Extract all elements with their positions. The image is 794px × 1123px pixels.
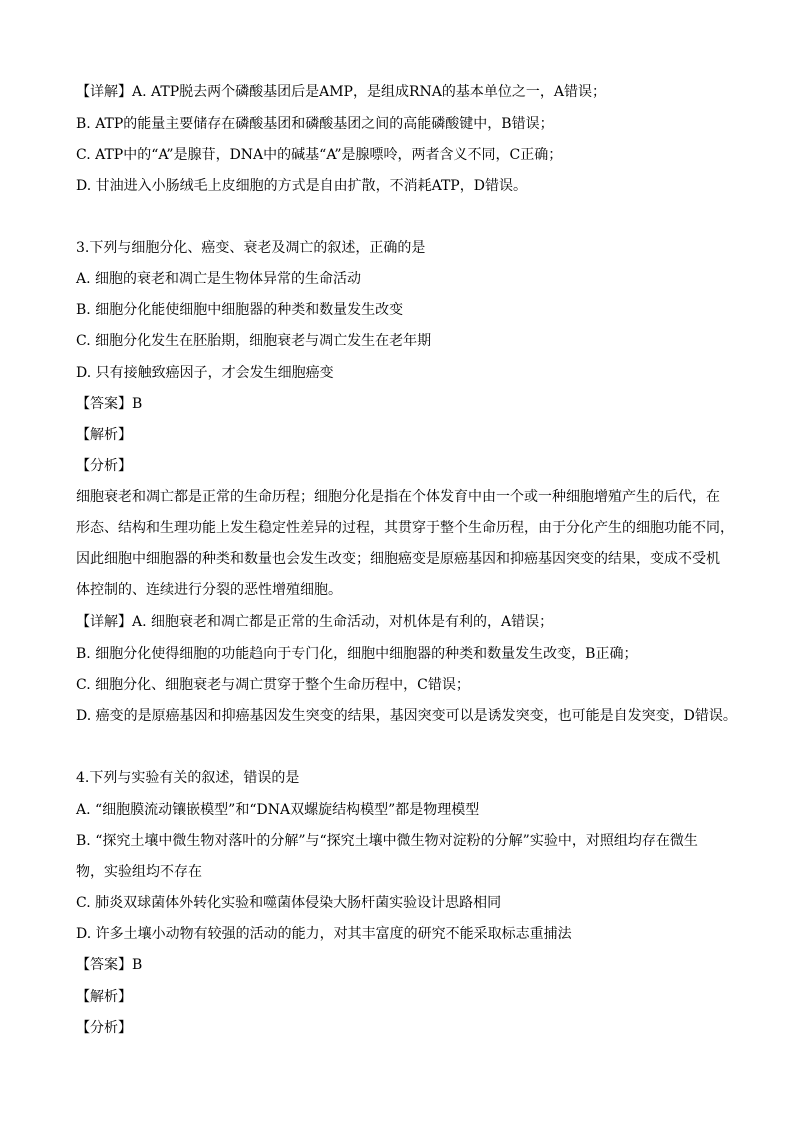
question-4-jiexi-heading: 【解析】 <box>76 989 132 1005</box>
question-3-analysis-line-1: 细胞衰老和凋亡都是正常的生命历程；细胞分化是指在个体发育中由一个或一种细胞增殖产生的后代，在 <box>76 489 720 505</box>
detail-a-prev: 【详解】A. ATP脱去两个磷酸基团后是AMP，是组成RNA的基本单位之一，A错误； <box>76 84 606 100</box>
detail-b-prev: B. ATP的能量主要储存在磷酸基团和磷酸基团之间的高能磷酸键中，B错误； <box>76 116 554 132</box>
question-3-detail-d: D. 癌变的是原癌基因和抑癌基因发生突变的结果，基因突变可以是诱发突变，也可能是自发突变，D错误。 <box>76 708 737 724</box>
question-4-option-a: A. “细胞膜流动镶嵌模型”和“DNA双螺旋结构模型”都是物理模型 <box>76 802 480 818</box>
question-4-option-b-line-1: B. “探究土壤中微生物对落叶的分解”与“探究土壤中微生物对淀粉的分解”实验中，对照组均存在微生 <box>76 833 698 849</box>
question-3-answer: 【答案】B <box>76 396 143 412</box>
question-3-stem: 3.下列与细胞分化、癌变、衰老及凋亡的叙述，正确的是 <box>76 240 426 256</box>
question-3-analysis-line-4: 体控制的、连续进行分裂的恶性增殖细胞。 <box>76 582 342 598</box>
question-3-option-a: A. 细胞的衰老和凋亡是生物体异常的生命活动 <box>76 271 362 287</box>
question-3-option-d: D. 只有接触致癌因子，才会发生细胞癌变 <box>76 365 334 381</box>
question-4-fenxi-heading: 【分析】 <box>76 1020 132 1036</box>
question-4-answer: 【答案】B <box>76 957 143 973</box>
question-3-fenxi-heading: 【分析】 <box>76 458 132 474</box>
question-3-detail-b: B. 细胞分化使得细胞的功能趋向于专门化，细胞中细胞器的种类和数量发生改变，B正确； <box>76 646 638 662</box>
question-4-option-d: D. 许多土壤小动物有较强的活动的能力，对其丰富度的研究不能采取标志重捕法 <box>76 926 572 942</box>
question-4-option-c: C. 肺炎双球菌体外转化实验和噬菌体侵染大肠杆菌实验设计思路相同 <box>76 895 502 911</box>
question-3-detail-a: 【详解】A. 细胞衰老和凋亡都是正常的生命活动，对机体是有利的，A错误； <box>76 614 554 630</box>
question-3-option-c: C. 细胞分化发生在胚胎期，细胞衰老与凋亡发生在老年期 <box>76 333 432 349</box>
question-4-option-b-line-2: 物，实验组均不存在 <box>76 864 202 880</box>
question-3-detail-c: C. 细胞分化、细胞衰老与凋亡贯穿于整个生命历程中，C错误； <box>76 677 470 693</box>
detail-c-prev: C. ATP中的“A”是腺苷，DNA中的碱基“A”是腺嘌呤，两者含义不同，C正确； <box>76 147 563 163</box>
question-3-option-b: B. 细胞分化能使细胞中细胞器的种类和数量发生改变 <box>76 302 404 318</box>
detail-d-prev: D. 甘油进入小肠绒毛上皮细胞的方式是自由扩散，不消耗ATP，D错误。 <box>76 178 527 194</box>
question-4-stem: 4.下列与实验有关的叙述，错误的是 <box>76 770 300 786</box>
question-3-analysis-line-3: 因此细胞中细胞器的种类和数量也会发生改变；细胞癌变是原癌基因和抑癌基因突变的结果，变成不受机 <box>76 551 720 567</box>
question-3-analysis-line-2: 形态、结构和生理功能上发生稳定性差异的过程，其贯穿于整个生命历程，由于分化产生的细胞功能不同， <box>76 520 734 536</box>
question-3-jiexi-heading: 【解析】 <box>76 427 132 443</box>
